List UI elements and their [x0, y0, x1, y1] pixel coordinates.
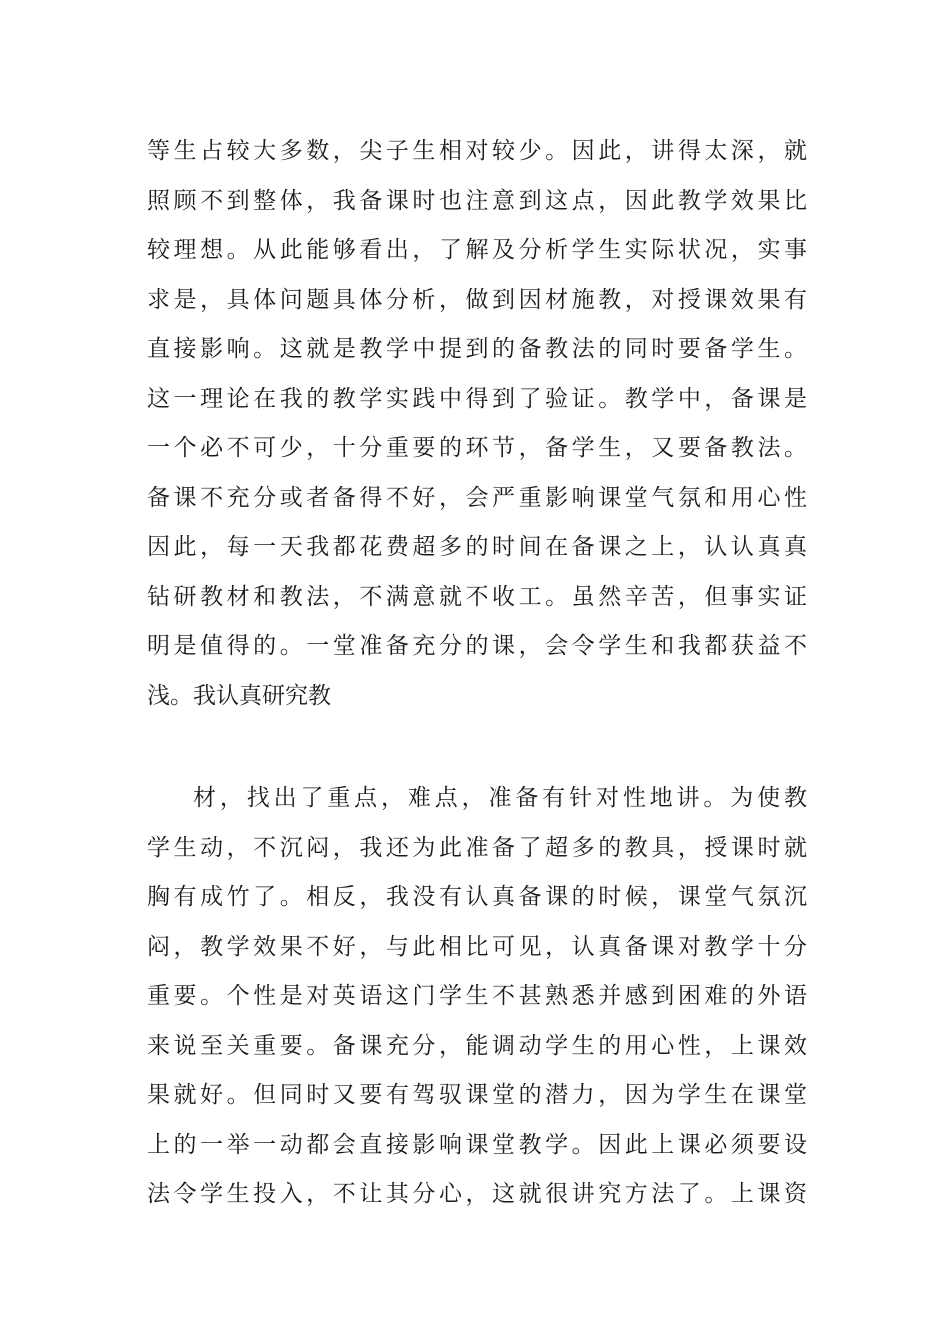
text-line: 学生动，不沉闷，我还为此准备了超多的教具，授课时就: [147, 834, 807, 861]
paragraph-2: [147, 774, 807, 1220]
text-line: 浅。我认真研究教: [147, 682, 331, 709]
text-line: 照顾不到整体，我备课时也注意到这点，因此教学效果比: [147, 187, 807, 214]
text-line: 果就好。但同时又要有驾驭课堂的潜力，因为学生在课堂: [147, 1082, 807, 1108]
text-line: 这一理论在我的教学实践中得到了验证。教学中，备课是: [147, 385, 807, 412]
text-line: 较理想。从此能够看出，了解及分析学生实际状况，实事: [147, 237, 807, 263]
text-line: 法令学生投入，不让其分心，这就很讲究方法了。上课资: [147, 1181, 807, 1207]
text-line: 直接影响。这就是教学中提到的备教法的同时要备学生。: [147, 336, 807, 362]
text-line: 因此，每一天我都花费超多的时间在备课之上，认认真真: [147, 534, 807, 560]
text-line: 闷，教学效果不好，与此相比可见，认真备课对教学十分: [147, 933, 807, 960]
text-line: 一个必不可少，十分重要的环节，备学生，又要备教法。: [147, 435, 807, 461]
text-line: 上的一举一动都会直接影响课堂教学。因此上课必须要设: [147, 1131, 807, 1158]
text-line: 材，找出了重点，难点，准备有针对性地讲。为使教: [193, 785, 807, 811]
paragraph-1: [147, 127, 807, 721]
text-line: 来说至关重要。备课充分，能调动学生的用心性，上课效: [147, 1032, 807, 1059]
text-line: 重要。个性是对英语这门学生不甚熟悉并感到困难的外语: [147, 983, 807, 1009]
text-line: 钻研教材和教法，不满意就不收工。虽然辛苦，但事实证: [147, 583, 807, 610]
text-line: 胸有成竹了。相反，我没有认真备课的时候，课堂气氛沉: [147, 884, 807, 910]
text-line: 等生占较大多数，尖子生相对较少。因此，讲得太深，就: [147, 138, 807, 164]
text-line: 备课不充分或者备得不好，会严重影响课堂气氛和用心性: [147, 484, 807, 511]
text-line: 明是值得的。一堂准备充分的课，会令学生和我都获益不: [147, 633, 807, 659]
text-line: 求是，具体问题具体分析，做到因材施教，对授课效果有: [147, 286, 807, 313]
